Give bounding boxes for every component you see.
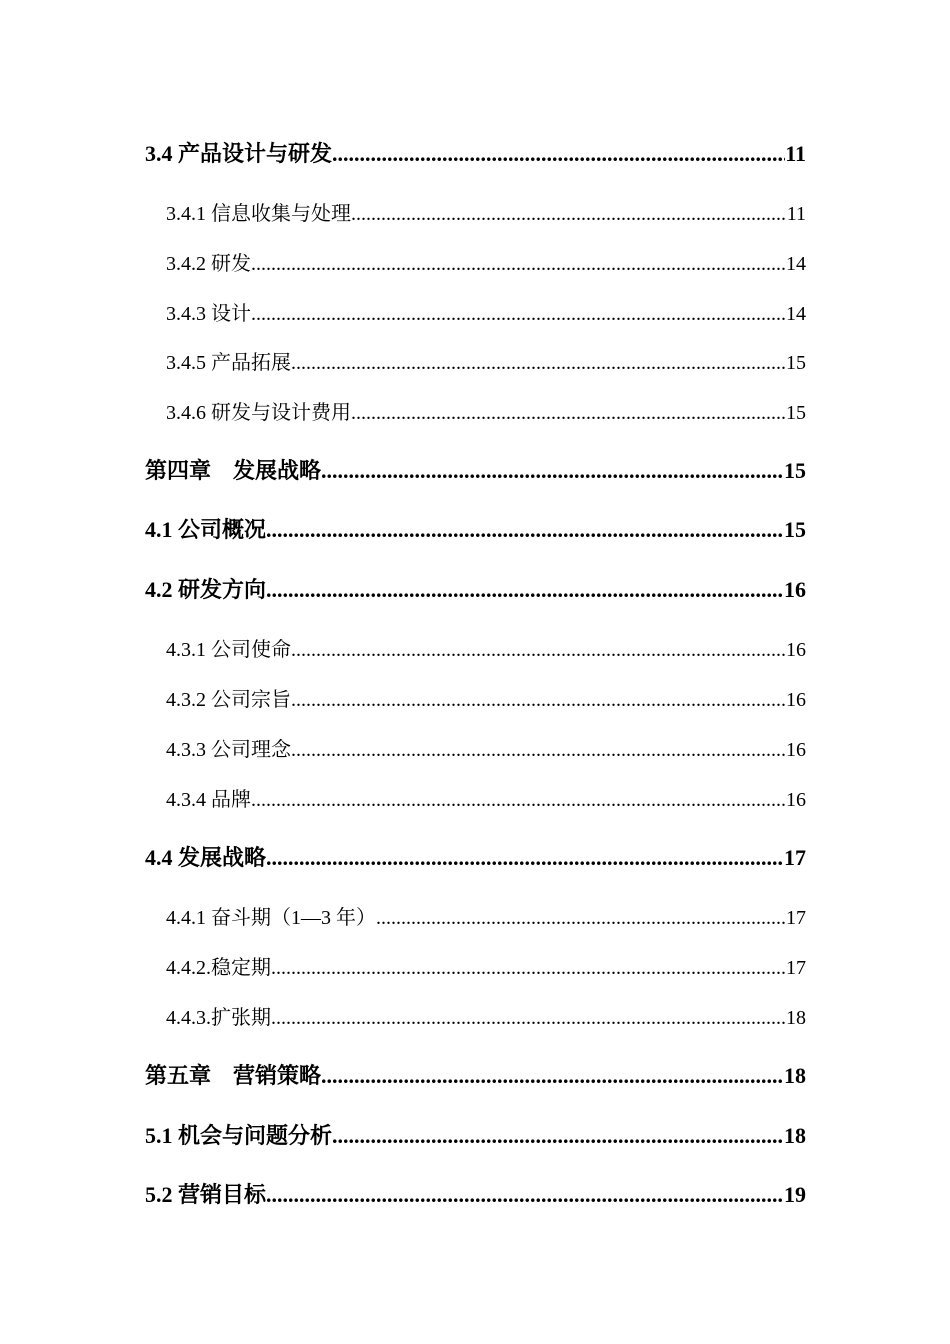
toc-page-number: 18 (784, 1123, 806, 1148)
toc-page-number: 11 (785, 141, 806, 166)
toc-entry[interactable] (166, 733, 806, 762)
toc-entry-title: 3.4.5 产品拓展 (166, 352, 291, 374)
toc-page-number: 16 (784, 577, 806, 602)
toc-entry[interactable] (145, 573, 806, 604)
toc-entry-title: 4.3.4 品牌 (166, 789, 251, 811)
toc-page-number: 11 (786, 203, 806, 225)
toc-dot-leader (266, 1182, 784, 1208)
toc-dot-leader (321, 1063, 784, 1089)
toc-entry-title: 3.4.3 设计 (166, 303, 251, 325)
toc-entry-title: 3.4.1 信息收集与处理 (166, 203, 351, 225)
toc-entry-title: 4.4.1 奋斗期（1—3 年） (166, 907, 376, 929)
toc-entry-title: 第五章 营销策略 (145, 1063, 322, 1088)
toc-dot-leader (251, 789, 786, 812)
toc-page-number: 17 (786, 907, 806, 929)
toc-entry[interactable] (166, 1001, 806, 1030)
toc-entry-title: 4.3.2 公司宗旨 (166, 689, 291, 711)
toc-dot-leader (251, 253, 786, 276)
toc-page-number: 17 (784, 845, 806, 870)
toc-page-number: 17 (786, 957, 806, 979)
toc-dot-leader (291, 352, 786, 375)
toc-dot-leader (266, 845, 784, 871)
toc-dot-leader (251, 303, 786, 326)
toc-dot-leader (291, 689, 786, 712)
toc-page-number: 19 (784, 1182, 806, 1207)
toc-entry-title: 4.4 发展战略 (145, 845, 267, 870)
toc-dot-leader (266, 577, 784, 603)
toc-entry[interactable] (166, 633, 806, 662)
toc-entry[interactable] (145, 137, 806, 168)
toc-entry-title: 4.1 公司概况 (145, 517, 267, 542)
toc-entry-title: 3.4.6 研发与设计费用 (166, 402, 351, 424)
toc-entry[interactable] (145, 513, 806, 544)
toc-page-number: 15 (784, 458, 806, 483)
toc-dot-leader (291, 639, 786, 662)
toc-entry[interactable] (166, 346, 806, 375)
toc-entry-title: 4.2 研发方向 (145, 577, 267, 602)
toc-entry[interactable] (166, 297, 806, 326)
toc-dot-leader (321, 458, 784, 484)
toc-page-number: 16 (786, 789, 806, 811)
toc-page-number: 16 (786, 739, 806, 761)
toc-page-number: 15 (784, 517, 806, 542)
toc-entry[interactable] (145, 1059, 806, 1090)
toc-entry[interactable] (145, 1119, 806, 1150)
toc-page-number: 18 (784, 1063, 806, 1088)
toc-entry-title: 4.4.3.扩张期 (166, 1007, 271, 1029)
toc-entry[interactable] (145, 841, 806, 872)
toc-entry[interactable] (166, 783, 806, 812)
toc-page-number: 16 (786, 689, 806, 711)
toc-entry-title: 3.4 产品设计与研发 (145, 141, 333, 166)
toc-dot-leader (332, 141, 785, 167)
toc-entry[interactable] (166, 247, 806, 276)
toc-entry[interactable] (145, 1178, 806, 1209)
toc-page-number: 18 (786, 1007, 806, 1029)
toc-page-number: 14 (786, 253, 806, 275)
toc-entry[interactable] (145, 454, 806, 485)
toc-page-number: 15 (786, 352, 806, 374)
toc-dot-leader (351, 402, 786, 425)
toc-page-number: 15 (786, 402, 806, 424)
toc-dot-leader (332, 1123, 784, 1149)
toc-entry[interactable] (166, 901, 806, 930)
toc-entry-title: 第四章 发展战略 (145, 458, 322, 483)
toc-entry[interactable] (166, 951, 806, 980)
toc-dot-leader (271, 957, 786, 980)
toc-page-number: 14 (786, 303, 806, 325)
toc-page-number: 16 (786, 639, 806, 661)
toc-entry[interactable] (166, 683, 806, 712)
toc-entry-title: 4.3.3 公司理念 (166, 739, 291, 761)
toc-dot-leader (351, 203, 787, 226)
toc-entry[interactable] (166, 197, 806, 226)
toc-entry-title: 5.2 营销目标 (145, 1182, 267, 1207)
toc-dot-leader (266, 517, 784, 543)
toc-entry-title: 3.4.2 研发 (166, 253, 251, 275)
toc-dot-leader (271, 1007, 786, 1030)
toc-dot-leader (376, 907, 786, 930)
toc-entry[interactable] (166, 396, 806, 425)
toc-entry-title: 4.4.2.稳定期 (166, 957, 271, 979)
toc-dot-leader (291, 739, 786, 762)
toc-entry-title: 4.3.1 公司使命 (166, 639, 291, 661)
toc-entry-title: 5.1 机会与问题分析 (145, 1123, 333, 1148)
